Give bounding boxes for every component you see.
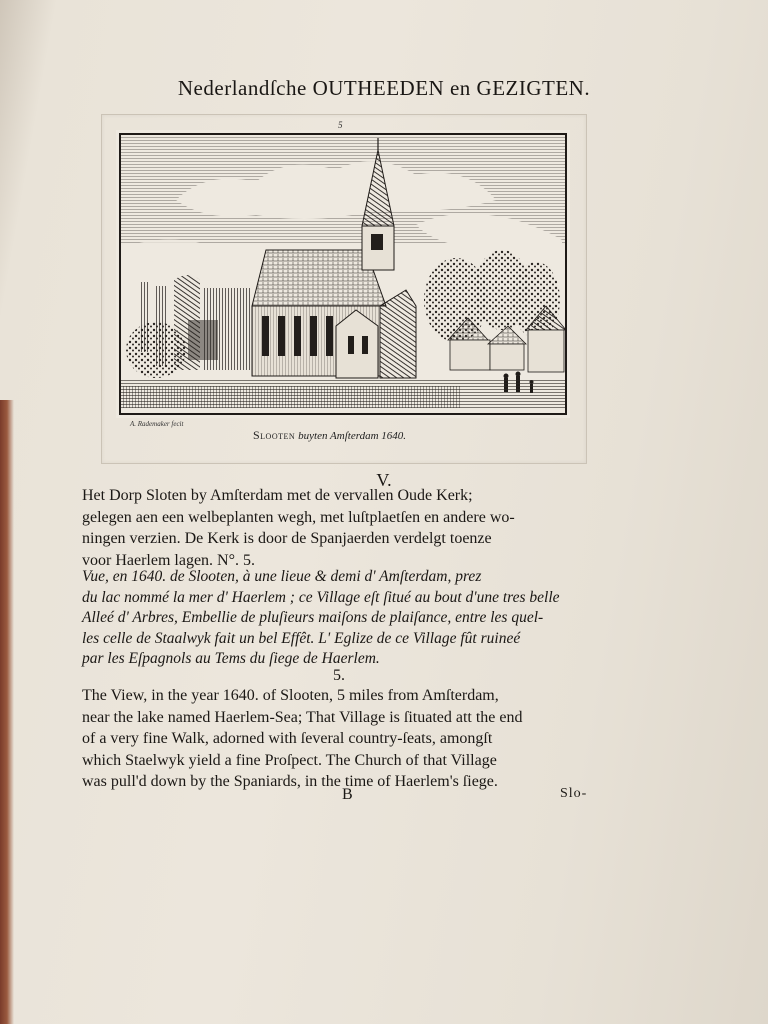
text-line: of a very fine Walk, adorned with ſeveral country-ſeats, amongſt	[82, 730, 493, 747]
text-line: which Staelwyk yield a fine Proſpect. The Church of that Village	[82, 751, 497, 769]
english-paragraph	[82, 685, 602, 793]
text-line: near the lake named Haerlem-Sea; That Village is ſituated att the end	[82, 708, 523, 726]
dutch-paragraph	[82, 485, 602, 571]
section-numeral: V.	[376, 470, 392, 490]
text-line: The View, in the year 1640. of Slooten, 5 miles from Amſterdam,	[82, 687, 499, 704]
text-line: voor Haerlem lagen. N°. 5.	[82, 551, 256, 569]
text-line: Alleé d' Arbres, Embellie de pluſieurs maiſons de plaiſance, entre les quel-	[82, 609, 544, 626]
english-section-number: 5.	[333, 667, 345, 684]
text-line: les celle de Staalwyk fait un bel Effêt. L' Eglize de ce Village fût ruineé	[82, 629, 521, 647]
text-line: Vue, en 1640. de Slooten, à une lieue & demi d' Amſterdam, prez	[82, 568, 482, 585]
catchword: Slo-	[560, 786, 588, 801]
text-line: Het Dorp Sloten by Amſterdam met de vervallen Oude Kerk;	[82, 487, 473, 504]
caption-subtitle: buyten Amſterdam 1640.	[298, 430, 407, 442]
text-line: gelegen aen een welbeplanten wegh, met luſtplaetſen en andere wo-	[82, 508, 515, 526]
plate-caption	[253, 428, 406, 443]
french-paragraph	[82, 567, 602, 670]
caption-place-name: Slooten	[253, 428, 296, 442]
signature-mark: B	[342, 786, 353, 803]
text-line: par les Eſpagnols au Tems du ſiege de Haerlem.	[82, 650, 380, 667]
text-line: was pull'd down by the Spaniards, in the time of Haerlem's ſiege.	[82, 773, 498, 790]
engraver-credit: A. Rademaker fecit	[130, 420, 184, 428]
engraving-sloten-church	[116, 130, 570, 418]
page-header: Nederlandſche OUTHEEDEN en GEZIGTEN.	[177, 76, 591, 100]
text-line: ningen verzien. De Kerk is door de Spanjaerden verdelgt toenze	[82, 530, 492, 547]
plate-number: 5	[338, 120, 343, 130]
text-line: du lac nommé la mer d' Haerlem ; ce Village eſt ſitué au bout d'une tres belle	[82, 588, 560, 606]
torn-left-edge	[0, 400, 14, 1024]
